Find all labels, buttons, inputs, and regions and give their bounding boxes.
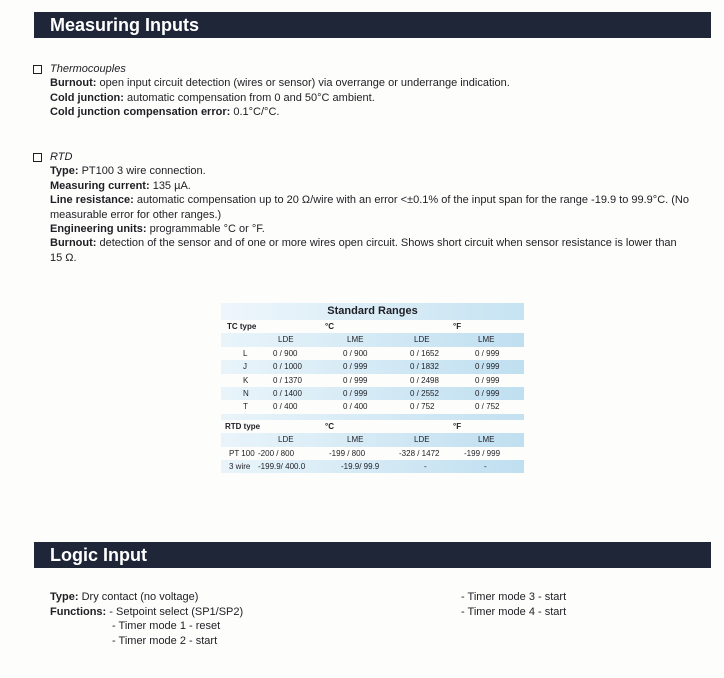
thermocouples-section	[33, 62, 510, 120]
measuring-inputs-heading: Measuring Inputs	[34, 12, 711, 38]
logic-function-item: - Timer mode 1 - reset	[112, 620, 221, 633]
logic-type-line: Type: Dry contact (no voltage)	[50, 591, 199, 603]
rtd-title: RTD	[50, 151, 73, 163]
table-row: K 0 / 1370 0 / 999 0 / 2498 0 / 999	[243, 375, 500, 385]
table-row: PT 100 -200 / 800 -199 / 800 -328 / 1472 -199 / 999	[229, 448, 501, 458]
logic-function-item: - Timer mode 4 - start	[461, 605, 567, 618]
table-row: T 0 / 400 0 / 400 0 / 752 0 / 752	[243, 402, 500, 412]
tc-subheader-row: LDE LME LDE LME	[221, 333, 524, 346]
thermocouples-title: Thermocouples	[50, 63, 126, 75]
logic-functions-line: Functions: - Setpoint select (SP1/SP2)	[50, 605, 244, 618]
ranges-title: Standard Ranges	[221, 303, 524, 320]
rtd-current-line: Measuring current: 135 µA.	[50, 179, 191, 192]
checkbox-square-icon	[33, 65, 42, 74]
logic-input-right	[461, 590, 566, 619]
checkbox-square-icon	[33, 153, 42, 162]
rtd-burnout-line: Burnout: detection of the sensor and of one or more wires open circuit. Shows short circuit when sensor resistance is lower than 15 Ω.	[50, 237, 677, 264]
rtd-units-line: Engineering units: programmable °C or °F.	[50, 223, 265, 236]
logic-function-item: - Timer mode 2 - start	[112, 634, 218, 647]
rtd-header-row: RTD type °C °F	[225, 421, 462, 431]
rtd-subheader-row: LDE LME LDE LME	[221, 433, 524, 446]
table-row: J 0 / 1000 0 / 999 0 / 1832 0 / 999	[221, 360, 524, 373]
rtd-type-line: Type: PT100 3 wire connection.	[50, 165, 206, 178]
tc-header-row: TC type °C °F	[227, 322, 462, 331]
logic-input-left	[50, 590, 243, 648]
rtd-line-resistance: Line resistance: automatic compensation up to 20 Ω/wire with an error <±0.1% of the input span for the range -19.9 to 99.9°C. (No measurable error for other ranges.)	[50, 194, 689, 221]
tc-cold-junction-line: Cold junction: automatic compensation from 0 and 50°C ambient.	[50, 91, 375, 104]
logic-function-item: - Timer mode 3 - start	[461, 591, 567, 603]
table-row: L 0 / 900 0 / 900 0 / 1652 0 / 999	[243, 348, 500, 358]
rtd-section	[33, 150, 690, 265]
table-row: N 0 / 1400 0 / 999 0 / 2552 0 / 999	[221, 387, 524, 400]
table-row: 3 wire -199.9/ 400.0 -19.9/ 99.9 - -	[221, 460, 524, 473]
logic-input-heading: Logic Input	[34, 542, 711, 568]
standard-ranges-table	[221, 303, 524, 473]
tc-burnout-line: Burnout: open input circuit detection (wires or sensor) via overrange or underrange indication.	[50, 77, 510, 90]
tc-cj-error-line: Cold junction compensation error: 0.1°C/°C.	[50, 106, 280, 119]
